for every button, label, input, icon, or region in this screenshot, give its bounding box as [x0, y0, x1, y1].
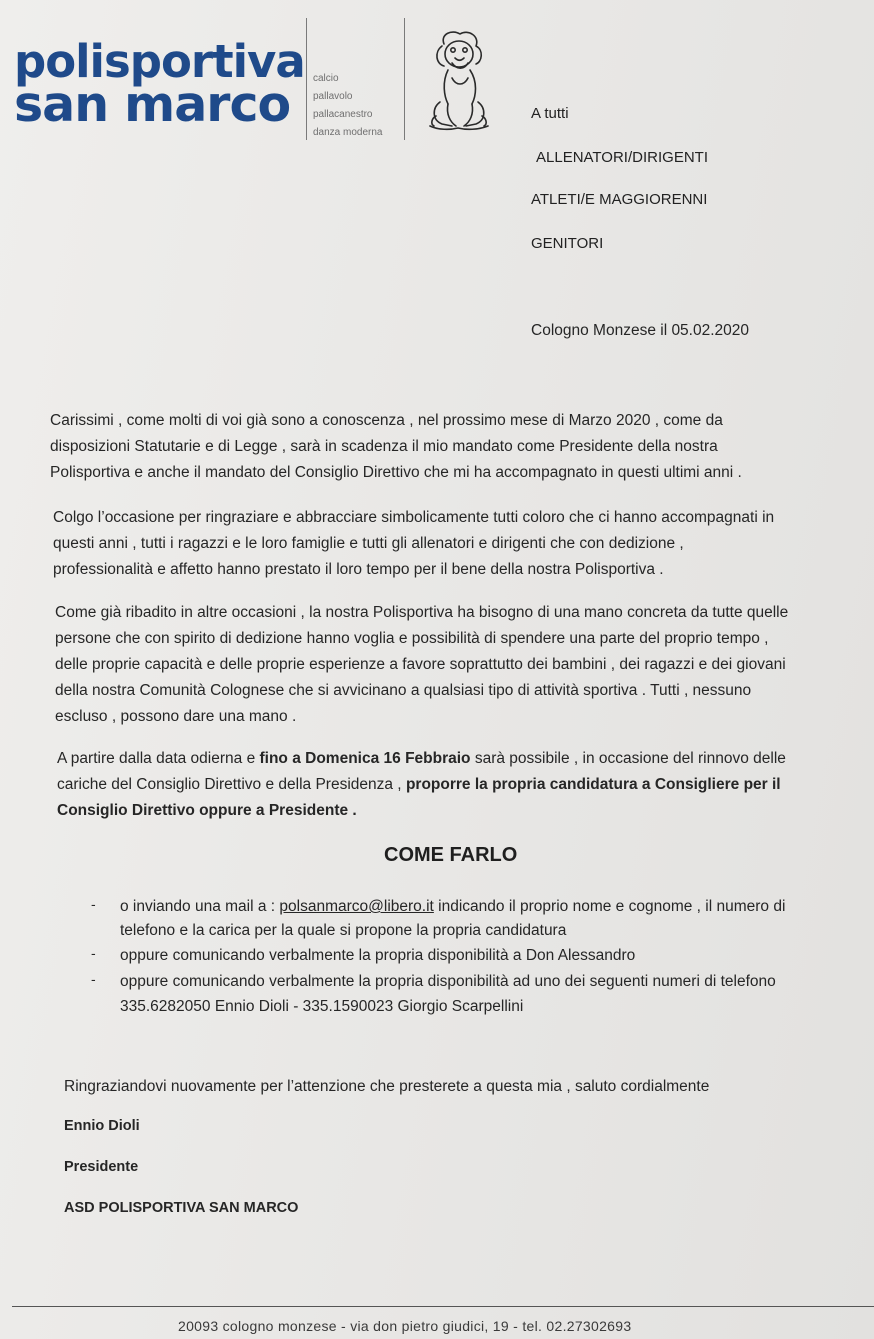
sport-item: pallacanestro — [313, 109, 373, 120]
bullet-dash: - — [91, 945, 96, 961]
paragraph-line: Colgo l’occasione per ringraziare e abbracciare simbolicamente tutti coloro che ci hanno accompagnati in — [53, 509, 775, 526]
sport-item: danza moderna — [313, 127, 383, 138]
logo-line-2: san marco — [14, 76, 291, 133]
paragraph-1 — [50, 408, 742, 486]
sports-list — [313, 70, 383, 142]
text-run: cariche del Consiglio Direttivo e della Presidenza , — [57, 776, 406, 793]
paragraph-line — [57, 772, 786, 798]
paragraph-line: escluso , possono dare una mano . — [55, 708, 297, 725]
sport-item: calcio — [313, 73, 339, 84]
paragraph-line: disposizioni Statutarie e di Legge , sarà in scadenza il mio mandato come Presidente della nostra — [50, 438, 718, 455]
letter-date: Cologno Monzese il 05.02.2020 — [531, 322, 750, 339]
signature-org: ASD POLISPORTIVA SAN MARCO — [64, 1200, 299, 1216]
lion-mascot-icon — [422, 30, 494, 136]
paragraph-4 — [57, 746, 786, 824]
section-heading: COME FARLO — [384, 844, 518, 866]
logo-wordmark — [14, 35, 305, 133]
recipient-line: A tutti — [531, 105, 569, 122]
footer-divider — [12, 1306, 874, 1307]
bullet-continuation: telefono e la carica per la quale si propone la propria candidatura — [120, 922, 567, 939]
paragraph-line: Polisportiva e anche il mandato del Consiglio Direttivo che mi ha accompagnato in questi ultimi anni . — [50, 464, 742, 481]
footer-address: 20093 cologno monzese - via don pietro giudici, 19 - tel. 02.27302693 — [178, 1318, 632, 1334]
paragraph-3 — [55, 600, 788, 730]
paragraph-line: professionalità e affetto hanno prestato il loro tempo per il bene della nostra Polisportiva . — [53, 561, 664, 578]
recipient-line: ALLENATORI/DIRIGENTI — [536, 149, 708, 166]
paragraph-line: Carissimi , come molti di voi già sono a conoscenza , nel prossimo mese di Marzo 2020 , come da — [50, 412, 723, 429]
bullet-item-email — [120, 894, 785, 919]
bullet-dash: - — [91, 971, 96, 987]
bullet-text: o inviando una mail a : — [120, 898, 280, 915]
paragraph-line: persone che con spirito di dedizione hanno voglia e possibilità di spendere una parte del proprio tempo , — [55, 630, 769, 647]
bullet-dash: - — [91, 896, 96, 912]
paragraph-2 — [53, 505, 774, 583]
letterhead-divider-left — [306, 18, 307, 140]
phone-numbers: 335.6282050 Ennio Dioli - 335.1590023 Giorgio Scarpellini — [120, 998, 524, 1015]
candidacy-text: proporre la propria candidatura a Consigliere per il — [405, 776, 781, 793]
sport-item: pallavolo — [313, 91, 353, 102]
text-run: sarà possibile , in occasione del rinnovo delle — [470, 750, 786, 767]
paragraph-line: della nostra Comunità Colognese che si avvicinano a qualsiasi tipo di attività sportiva . Tutti , nessuno — [55, 682, 752, 699]
text-run: A partire dalla data odierna e — [57, 750, 260, 767]
recipient-line: GENITORI — [531, 235, 604, 252]
signature-role: Presidente — [64, 1159, 139, 1175]
deadline-text: fino a Domenica 16 Febbraio — [259, 750, 471, 767]
paragraph-line — [57, 798, 786, 824]
paragraph-line: delle proprie capacità e delle proprie esperienze a favore soprattutto dei bambini , dei ragazzi e dei giovani — [55, 656, 786, 673]
paragraph-line — [57, 746, 786, 772]
signature-name: Ennio Dioli — [64, 1118, 140, 1134]
paragraph-line: questi anni , tutti i ragazzi e le loro famiglie e tutti gli allenatori e dirigenti che con dedizione , — [53, 535, 684, 552]
bullet-item-verbal: oppure comunicando verbalmente la propria disponibilità a Don Alessandro — [120, 947, 636, 964]
email-link[interactable]: polsanmarco@libero.it — [279, 898, 434, 915]
paragraph-line: Come già ribadito in altre occasioni , la nostra Polisportiva ha bisogno di una mano concreta da tutte quelle — [55, 604, 789, 621]
bullet-text: indicando il proprio nome e cognome , il numero di — [433, 898, 786, 915]
letterhead-divider-right — [404, 18, 405, 140]
closing-line: Ringraziandovi nuovamente per l’attenzione che presterete a questa mia , saluto cordialmente — [64, 1078, 710, 1095]
candidacy-text: Consiglio Direttivo oppure a Presidente . — [57, 802, 357, 819]
bullet-item-phone: oppure comunicando verbalmente la propria disponibilità ad uno dei seguenti numeri di telefono — [120, 973, 776, 990]
recipient-line: ATLETI/E MAGGIORENNI — [531, 191, 708, 208]
logo-line-1: polisportiva — [14, 35, 305, 88]
